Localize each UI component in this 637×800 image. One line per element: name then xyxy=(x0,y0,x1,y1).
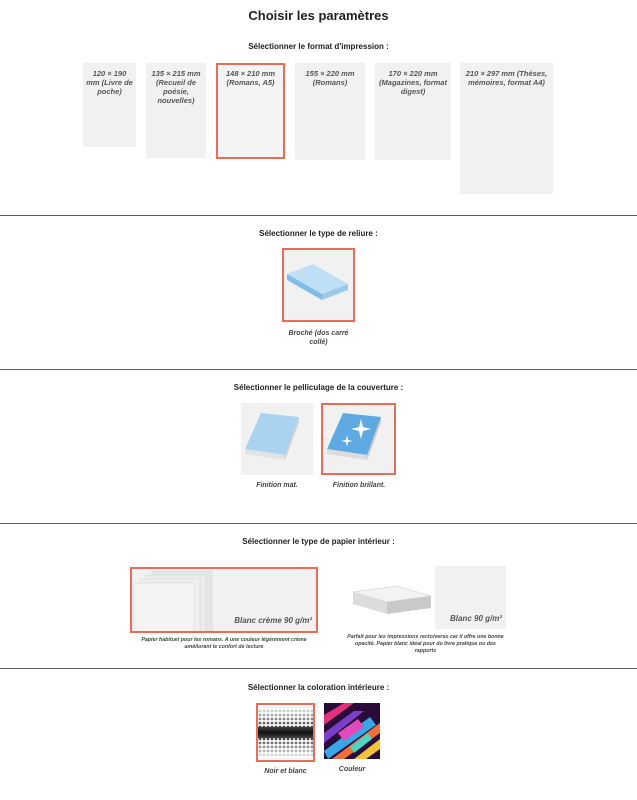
lamination-heading: Sélectionner le pelliculage de la couverture : xyxy=(233,383,404,392)
section-divider xyxy=(0,523,637,524)
matte-book-icon xyxy=(241,403,313,475)
paper-option-label: Blanc 90 g/m² xyxy=(449,614,502,623)
format-option-label: 170 × 220 mm (Magazines, format digest) xyxy=(379,69,447,96)
coloring-option-noir-blanc[interactable] xyxy=(256,703,315,762)
format-option-label: 210 × 297 mm (Thèses, mémoires, format A4) xyxy=(465,69,548,87)
paper-option-blanc-creme[interactable] xyxy=(130,567,318,633)
lamination-option-mat[interactable] xyxy=(241,403,313,475)
format-option-120x190[interactable] xyxy=(83,63,136,147)
lamination-option-label: Finition mat. xyxy=(256,482,298,489)
paper-heading: Sélectionner le type de papier intérieur : xyxy=(242,537,395,546)
format-option-170x220[interactable] xyxy=(375,63,451,160)
format-option-135x215[interactable] xyxy=(146,63,206,158)
format-option-label: 155 × 220 mm (Romans) xyxy=(305,69,355,87)
paper-option-description: Parfait pour les impressions recto/verso car il offre une bonne opacité. Papier blanc idéal pour du livre pratique ou des rapports xyxy=(347,634,504,654)
binding-option-broche[interactable] xyxy=(282,248,355,322)
binding-option-label: Broché (dos carré collé) xyxy=(288,330,349,346)
coloring-heading: Sélectionner la coloration intérieure : xyxy=(247,683,390,692)
lamination-option-label: Finition brillant. xyxy=(332,482,386,489)
glossy-book-icon xyxy=(323,405,394,473)
paper-option-description: Papier habituel pour les romans. A une couleur légèrement crème améliorant le confort de lecture xyxy=(141,637,307,650)
coloring-option-label: Couleur xyxy=(338,766,366,773)
format-option-148x210[interactable] xyxy=(216,63,285,159)
format-option-210x297[interactable] xyxy=(460,63,553,194)
coloring-option-label: Noir et blanc xyxy=(264,768,307,775)
paper-sheets-icon xyxy=(132,569,222,631)
paper-option-label: Blanc crème 90 g/m² xyxy=(234,616,312,625)
format-option-label: 135 × 215 mm (Recueil de poésie, nouvelles) xyxy=(151,69,201,105)
binding-heading: Sélectionner le type de reliure : xyxy=(259,229,378,238)
page-title: Choisir les paramètres xyxy=(248,8,389,23)
section-divider xyxy=(0,369,637,370)
format-option-label: 148 × 210 mm (Romans, A5) xyxy=(226,69,275,87)
coloring-option-couleur[interactable] xyxy=(324,703,380,759)
paper-ream-icon xyxy=(345,566,435,629)
format-heading: Sélectionner le format d'impression : xyxy=(248,42,389,51)
halftone-pattern-icon xyxy=(258,705,313,760)
section-divider xyxy=(0,215,637,216)
lamination-option-brillant[interactable] xyxy=(321,403,396,475)
paper-option-blanc[interactable] xyxy=(345,566,506,629)
section-divider xyxy=(0,668,637,669)
paperback-book-icon xyxy=(284,250,353,320)
format-option-155x220[interactable] xyxy=(295,63,365,160)
format-option-label: 120 × 190 mm (Livre de poche) xyxy=(86,69,133,96)
color-prism-icon xyxy=(324,703,380,759)
